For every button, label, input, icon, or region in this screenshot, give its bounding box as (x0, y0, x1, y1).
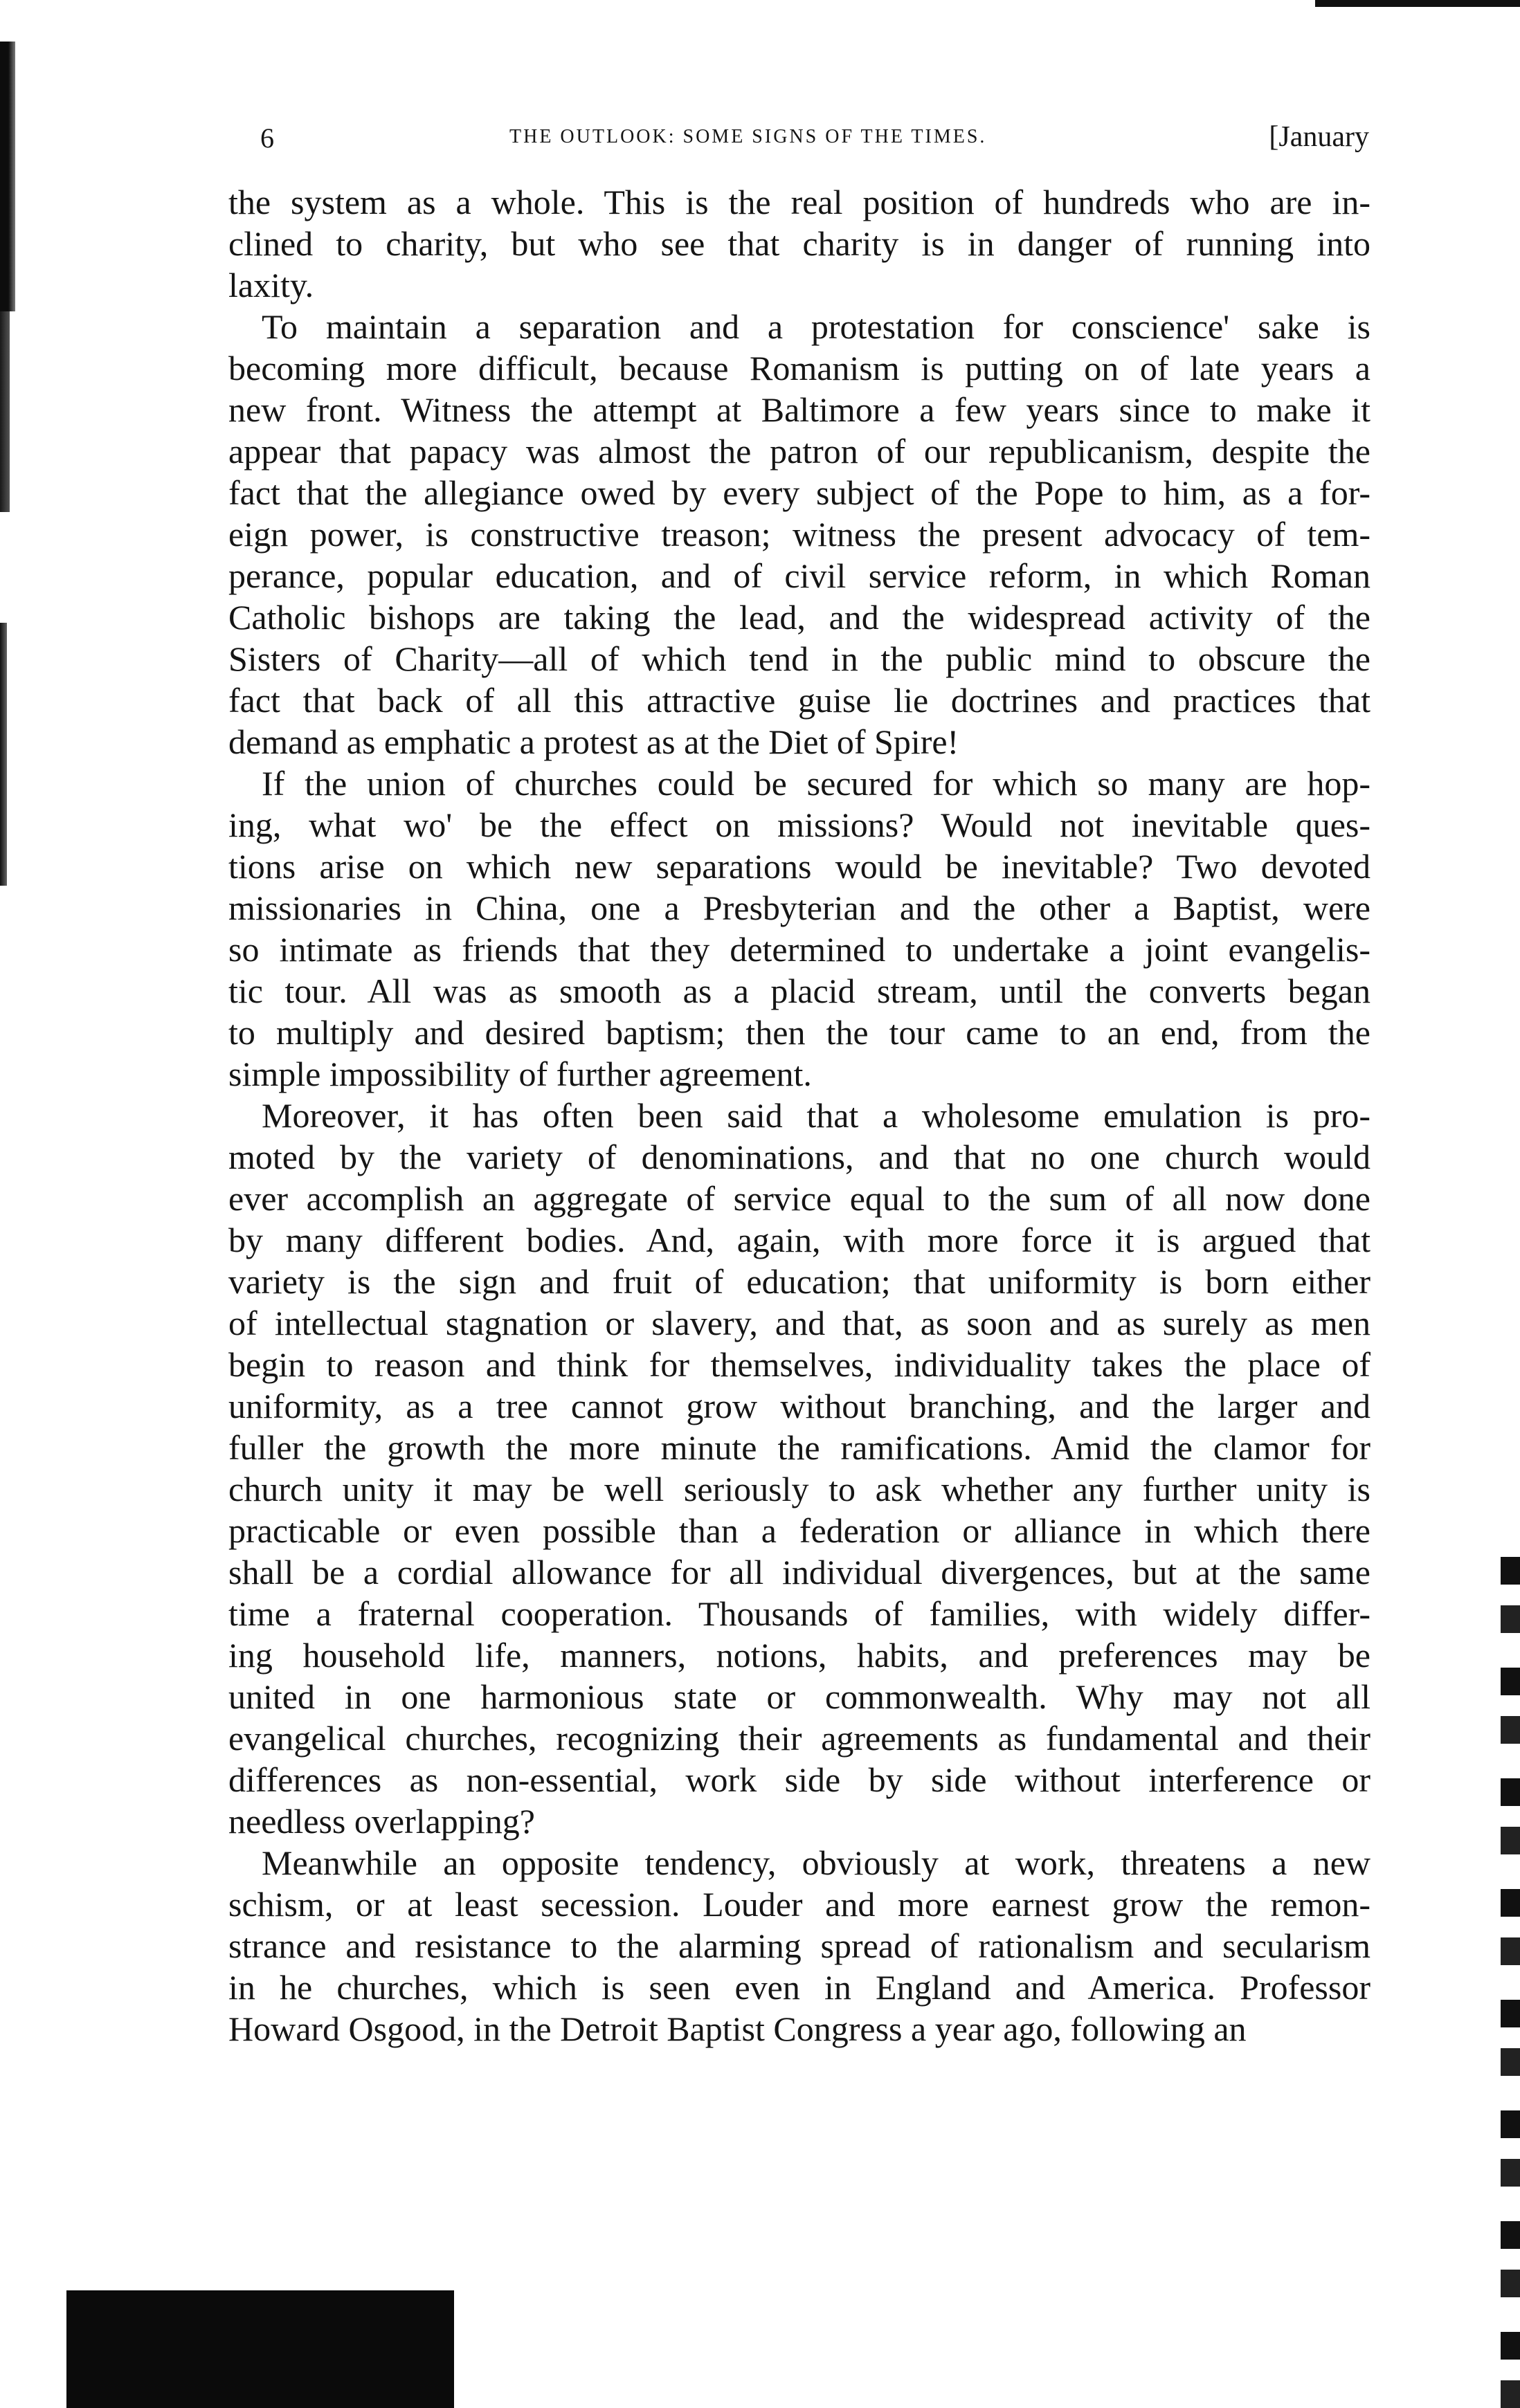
header-date: [January (1269, 121, 1369, 153)
text-line: begin to reason and think for themselves, individuality takes the place of (228, 1345, 1370, 1384)
page-header (246, 116, 1379, 165)
paragraph (228, 763, 1370, 1095)
text-line: needless overlapping? (228, 1802, 535, 1841)
text-line: uniformity, as a tree cannot grow without branching, and the larger and (228, 1387, 1370, 1425)
text-line: Sisters of Charity—all of which tend in the public mind to obscure the (228, 639, 1370, 678)
text-line: time a fraternal cooperation. Thousands of families, with widely differ- (228, 1594, 1370, 1633)
scan-top-rule (1315, 0, 1520, 7)
text-line: tions arise on which new separations would be inevitable? Two devoted (228, 847, 1370, 886)
text-line: becoming more difficult, because Romanism is putting on of late years a (228, 349, 1370, 387)
text-line: laxity. (228, 266, 314, 304)
text-line: united in one harmonious state or commonwealth. Why may not all (228, 1677, 1370, 1716)
scan-binding-edge (0, 623, 7, 886)
text-line: so intimate as friends that they determined to undertake a joint evangelis- (228, 930, 1370, 969)
text-line: church unity it may be well seriously to ask whether any further unity is (228, 1470, 1370, 1508)
text-line: To maintain a separation and a protestation for conscience' sake is (262, 307, 1370, 346)
scan-right-edge (1501, 1557, 1520, 2408)
text-line: shall be a cordial allowance for all individual divergences, but at the same (228, 1553, 1370, 1591)
text-line: ing, what wo' be the effect on missions? Would not inevitable ques- (228, 805, 1370, 844)
text-line: simple impossibility of further agreement. (228, 1055, 812, 1093)
text-line: practicable or even possible than a federation or alliance in which there (228, 1511, 1370, 1550)
article-body (228, 181, 1370, 2050)
text-line: missionaries in China, one a Presbyterian and the other a Baptist, were (228, 888, 1370, 927)
text-line: Moreover, it has often been said that a wholesome emulation is pro- (262, 1096, 1370, 1135)
text-line: the system as a whole. This is the real position of hundreds who are in- (228, 183, 1370, 221)
text-line: appear that papacy was almost the patron of our republicanism, despite the (228, 432, 1370, 471)
text-line: evangelical churches, recognizing their agreements as fundamental and their (228, 1719, 1370, 1758)
text-line: to multiply and desired baptism; then the tour came to an end, from the (228, 1013, 1370, 1052)
page-number: 6 (260, 122, 274, 154)
text-line: perance, popular education, and of civil service reform, in which Roman (228, 556, 1370, 595)
paragraph (228, 306, 1370, 763)
scan-bottom-bar (66, 2290, 454, 2408)
text-line: demand as emphatic a protest as at the Diet of Spire! (228, 722, 959, 761)
text-line: schism, or at least secession. Louder and more earnest grow the remon- (228, 1885, 1370, 1924)
text-line: of intellectual stagnation or slavery, and that, as soon and as surely as men (228, 1304, 1370, 1342)
text-line: in he churches, which is seen even in England and America. Professor (228, 1968, 1370, 2007)
scan-binding-edge (0, 42, 15, 311)
text-line: moted by the variety of denominations, and that no one church would (228, 1138, 1370, 1176)
text-line: Meanwhile an opposite tendency, obviously at work, threatens a new (262, 1843, 1370, 1882)
text-line: If the union of churches could be secured for which so many are hop- (262, 764, 1370, 803)
text-line: fact that back of all this attractive guise lie doctrines and practices that (228, 681, 1370, 720)
text-line: tic tour. All was as smooth as a placid stream, until the converts began (228, 972, 1370, 1010)
running-head: THE OUTLOOK: SOME SIGNS OF THE TIMES. (509, 126, 987, 147)
text-line: ever accomplish an aggregate of service equal to the sum of all now done (228, 1179, 1370, 1218)
text-line: fact that the allegiance owed by every subject of the Pope to him, as a for- (228, 473, 1370, 512)
text-line: differences as non-essential, work side by side without interference or (228, 1760, 1370, 1799)
text-line: eign power, is constructive treason; witness the present advocacy of tem- (228, 515, 1370, 554)
text-line: clined to charity, but who see that charity is in danger of running into (228, 224, 1370, 263)
text-line: fuller the growth the more minute the ramifications. Amid the clamor for (228, 1428, 1370, 1467)
text-line: strance and resistance to the alarming spread of rationalism and secularism (228, 1926, 1370, 1965)
text-line: Catholic bishops are taking the lead, and the widespread activity of the (228, 598, 1370, 637)
paragraph (228, 181, 1370, 306)
text-line: by many different bodies. And, again, with more force it is argued that (228, 1221, 1370, 1259)
text-line: variety is the sign and fruit of education; that uniformity is born either (228, 1262, 1370, 1301)
paragraph (228, 1842, 1370, 2050)
text-line: Howard Osgood, in the Detroit Baptist Congress a year ago, following an (228, 2009, 1247, 2048)
text-line: ing household life, manners, notions, habits, and preferences may be (228, 1636, 1370, 1675)
text-line: new front. Witness the attempt at Baltimore a few years since to make it (228, 390, 1370, 429)
paragraph (228, 1095, 1370, 1842)
scan-binding-edge (0, 311, 10, 512)
